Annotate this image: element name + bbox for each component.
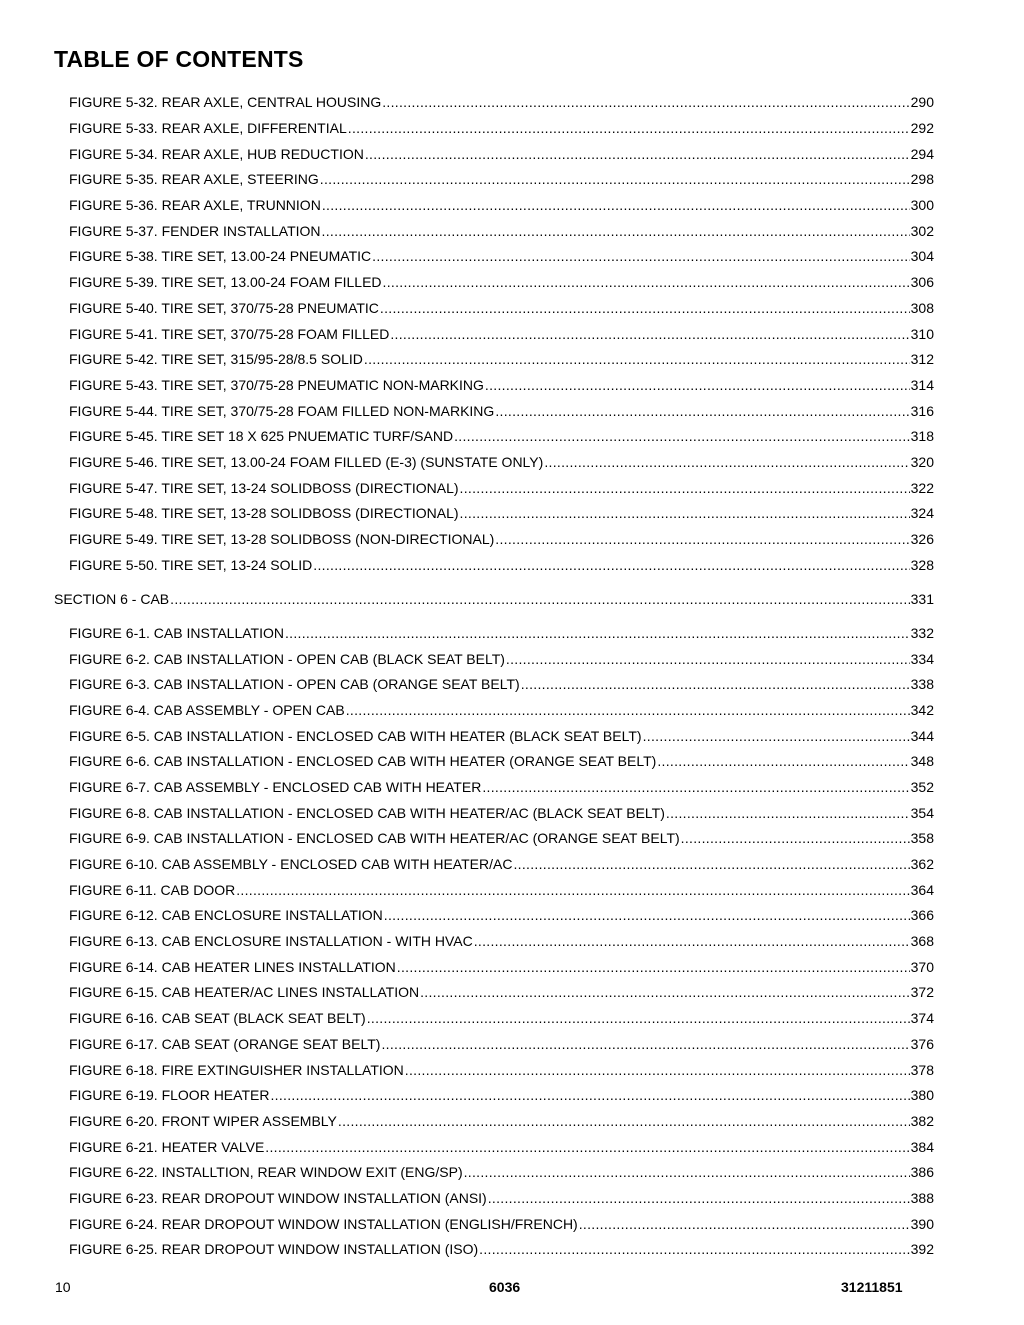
toc-entry-page: 332 [910,625,934,641]
toc-entry[interactable] [69,801,934,821]
dot-leader [405,1062,910,1078]
dot-leader [236,882,909,898]
toc-entry-label: FIGURE 6-8. CAB INSTALLATION - ENCLOSED CAB WITH HEATER/AC (BLACK SEAT BELT) [69,805,665,821]
toc-entry[interactable] [69,955,934,975]
footer-model: 6036 [489,1279,521,1295]
toc-entry-label: FIGURE 5-37. FENDER INSTALLATION [69,223,321,239]
toc-entry-label: FIGURE 6-19. FLOOR HEATER [69,1087,270,1103]
toc-entry-page: 348 [910,753,934,769]
dot-leader [460,505,910,521]
dot-leader [485,377,910,393]
dot-leader [482,779,909,795]
dot-leader [364,351,910,367]
toc-entry-label: FIGURE 6-21. HEATER VALVE [69,1139,265,1155]
toc-entry[interactable] [69,373,934,393]
toc-entry-label: FIGURE 5-47. TIRE SET, 13-24 SOLIDBOSS (DIRECTIONAL) [69,480,459,496]
toc-entry-page: 354 [910,805,934,821]
toc-entry-page: 316 [910,403,934,419]
dot-leader [285,625,910,641]
dot-leader [666,805,910,821]
toc-entry-page: 320 [910,454,934,470]
toc-entry-page: 322 [910,480,934,496]
toc-entry-page: 390 [910,1216,934,1232]
toc-entry-page: 382 [910,1113,934,1129]
toc-entry[interactable] [69,270,934,290]
toc-entry-page: 358 [910,830,934,846]
toc-entry[interactable] [69,903,934,923]
toc-entry[interactable] [69,296,934,316]
toc-entry-page: 326 [910,531,934,547]
toc-entry[interactable] [69,476,934,496]
toc-entry-label: FIGURE 6-23. REAR DROPOUT WINDOW INSTALLATION (ANSI) [69,1190,487,1206]
toc-entry-page: 384 [910,1139,934,1155]
toc-entry[interactable] [69,193,934,213]
toc-entry-page: 338 [910,676,934,692]
dot-leader [521,676,910,692]
dot-leader [348,120,910,136]
toc-entry-label: FIGURE 5-43. TIRE SET, 370/75-28 PNEUMATIC NON-MARKING [69,377,484,393]
toc-entry-page: 328 [910,557,934,573]
toc-entry[interactable] [69,322,934,342]
toc-entry-label: FIGURE 6-25. REAR DROPOUT WINDOW INSTALLATION (ISO) [69,1241,479,1257]
toc-entry-label: FIGURE 5-46. TIRE SET, 13.00-24 FOAM FILLED (E-3) (SUNSTATE ONLY) [69,454,544,470]
dot-leader [365,146,910,162]
dot-leader [170,591,910,607]
toc-entry[interactable] [69,244,934,264]
toc-entry-label: FIGURE 6-3. CAB INSTALLATION - OPEN CAB (ORANGE SEAT BELT) [69,676,520,692]
dot-leader [454,428,910,444]
dot-leader [506,651,910,667]
toc-entry-page: 352 [910,779,934,795]
dot-leader [397,959,910,975]
dot-leader [313,557,909,573]
toc-entry-label: FIGURE 5-34. REAR AXLE, HUB REDUCTION [69,146,364,162]
dot-leader [474,933,910,949]
toc-entry[interactable] [69,424,934,444]
dot-leader [270,1087,909,1103]
toc-entry-page: 374 [910,1010,934,1026]
toc-entry-page: 344 [910,728,934,744]
dot-leader [390,326,909,342]
toc-entry[interactable] [69,1109,934,1129]
toc-entry-page: 302 [910,223,934,239]
toc-entry[interactable] [69,1212,934,1232]
toc-entry[interactable] [69,1160,934,1180]
toc-entry-label: FIGURE 5-35. REAR AXLE, STEERING [69,171,319,187]
toc-entry[interactable] [69,1237,934,1257]
toc-entry-page: 306 [910,274,934,290]
toc-entry-label: FIGURE 6-13. CAB ENCLOSURE INSTALLATION - WITH HVAC [69,933,473,949]
toc-entry-page: 368 [910,933,934,949]
dot-leader [381,1036,909,1052]
dot-leader [338,1113,910,1129]
toc-entry-page: 362 [910,856,934,872]
toc-entry-page: 312 [910,351,934,367]
toc-entry[interactable] [69,672,934,692]
toc-entry-label: FIGURE 5-41. TIRE SET, 370/75-28 FOAM FILLED [69,326,390,342]
toc-entry-page: 304 [910,248,934,264]
toc-entry-page: 310 [910,326,934,342]
toc-entry[interactable] [69,826,934,846]
toc-entry-page: 392 [910,1241,934,1257]
toc-entry[interactable] [69,775,934,795]
dot-leader [460,480,910,496]
toc-entry-page: 388 [910,1190,934,1206]
toc-entry-label: FIGURE 6-14. CAB HEATER LINES INSTALLATION [69,959,396,975]
footer-page-number: 10 [55,1279,71,1295]
dot-leader [320,171,910,187]
toc-entry-label: FIGURE 5-39. TIRE SET, 13.00-24 FOAM FILLED [69,274,382,290]
toc-entry[interactable] [69,167,934,187]
toc-entry-page: 376 [910,1036,934,1052]
toc-entry-page: 370 [910,959,934,975]
toc-entry-label: FIGURE 6-18. FIRE EXTINGUISHER INSTALLATION [69,1062,404,1078]
toc-entry-label: FIGURE 6-6. CAB INSTALLATION - ENCLOSED CAB WITH HEATER (ORANGE SEAT BELT) [69,753,657,769]
toc-entry-page: 318 [910,428,934,444]
toc-entry-label: FIGURE 6-24. REAR DROPOUT WINDOW INSTALLATION (ENGLISH/FRENCH) [69,1216,578,1232]
dot-leader [322,223,910,239]
footer-part-number: 31211851 [841,1279,903,1295]
toc-entry[interactable] [69,553,934,573]
toc-entry-label: FIGURE 6-11. CAB DOOR [69,882,236,898]
toc-entry-label: FIGURE 5-48. TIRE SET, 13-28 SOLIDBOSS (DIRECTIONAL) [69,505,459,521]
toc-entry-page: 366 [910,907,934,923]
toc-entry-label: FIGURE 6-9. CAB INSTALLATION - ENCLOSED CAB WITH HEATER/AC (ORANGE SEAT BELT) [69,830,680,846]
toc-entry[interactable] [69,1135,934,1155]
dot-leader [488,1190,910,1206]
toc-entry-label: FIGURE 6-2. CAB INSTALLATION - OPEN CAB (BLACK SEAT BELT) [69,651,505,667]
toc-entry-page: 386 [910,1164,934,1180]
toc-entry[interactable] [69,929,934,949]
toc-entry-label: FIGURE 5-45. TIRE SET 18 X 625 PNUEMATIC TURF/SAND [69,428,454,444]
dot-leader [643,728,910,744]
toc-entry-page: 334 [910,651,934,667]
toc-entry-page: 308 [910,300,934,316]
dot-leader [579,1216,910,1232]
dot-leader [479,1241,909,1257]
toc-entry-label: FIGURE 6-20. FRONT WIPER ASSEMBLY [69,1113,337,1129]
toc-entry-page: 378 [910,1062,934,1078]
toc-entry-label: FIGURE 6-15. CAB HEATER/AC LINES INSTALLATION [69,984,420,1000]
toc-entry-label: FIGURE 6-5. CAB INSTALLATION - ENCLOSED CAB WITH HEATER (BLACK SEAT BELT) [69,728,642,744]
toc-entry[interactable] [69,527,934,547]
dot-leader [420,984,910,1000]
toc-entry-page: 364 [910,882,934,898]
toc-entry[interactable] [69,450,934,470]
dot-leader [372,248,910,264]
dot-leader [681,830,910,846]
toc-entry[interactable] [69,724,934,744]
toc-entry[interactable] [69,749,934,769]
toc-entry[interactable] [69,647,934,667]
toc-entry[interactable] [69,399,934,419]
toc-entry-label: FIGURE 6-12. CAB ENCLOSURE INSTALLATION [69,907,383,923]
dot-leader [544,454,909,470]
toc-entry-label: FIGURE 5-33. REAR AXLE, DIFFERENTIAL [69,120,347,136]
dot-leader [367,1010,910,1026]
dot-leader [513,856,909,872]
dot-leader [495,531,909,547]
toc-entry-page: 380 [910,1087,934,1103]
toc-entry-label: FIGURE 6-17. CAB SEAT (ORANGE SEAT BELT) [69,1036,381,1052]
toc-entry-label: FIGURE 6-22. INSTALLTION, REAR WINDOW EXIT (ENG/SP) [69,1164,463,1180]
toc-entry-page: 290 [910,94,934,110]
dot-leader [265,1139,909,1155]
page-title: TABLE OF CONTENTS [54,46,304,72]
toc-entry[interactable] [69,1032,934,1052]
toc-entry[interactable] [69,698,934,718]
toc-entry[interactable] [69,980,934,1000]
toc-entry[interactable] [69,1186,934,1206]
toc-entry-label: FIGURE 5-40. TIRE SET, 370/75-28 PNEUMATIC [69,300,379,316]
dot-leader [380,300,910,316]
toc-entry-label: FIGURE 5-49. TIRE SET, 13-28 SOLIDBOSS (NON-DIRECTIONAL) [69,531,495,547]
toc-entry[interactable] [69,1083,934,1103]
toc-entry[interactable] [69,501,934,521]
toc-entry-page: 372 [910,984,934,1000]
toc-entry[interactable] [69,219,934,239]
toc-entry[interactable] [69,852,934,872]
toc-entry-page: 292 [910,120,934,136]
toc-entry-page: 342 [910,702,934,718]
toc-entry-label: FIGURE 5-38. TIRE SET, 13.00-24 PNEUMATIC [69,248,372,264]
toc-entry[interactable] [69,878,934,898]
toc-entry-label: FIGURE 6-16. CAB SEAT (BLACK SEAT BELT) [69,1010,366,1026]
toc-entry-label: FIGURE 6-1. CAB INSTALLATION [69,625,284,641]
toc-entry[interactable] [69,90,934,110]
toc-entry-page: 294 [910,146,934,162]
dot-leader [464,1164,910,1180]
toc-entry[interactable] [69,116,934,136]
toc-entry[interactable] [69,1006,934,1026]
toc-section-heading[interactable] [54,587,934,607]
toc-entry-label: FIGURE 6-7. CAB ASSEMBLY - ENCLOSED CAB WITH HEATER [69,779,482,795]
dot-leader [346,702,910,718]
dot-leader [322,197,910,213]
toc-entry[interactable] [69,347,934,367]
toc-entry-label: FIGURE 6-10. CAB ASSEMBLY - ENCLOSED CAB WITH HEATER/AC [69,856,513,872]
toc-entry-label: FIGURE 5-44. TIRE SET, 370/75-28 FOAM FILLED NON-MARKING [69,403,495,419]
toc-entry[interactable] [69,621,934,641]
toc-entry-page: 298 [910,171,934,187]
toc-entry-label: FIGURE 5-32. REAR AXLE, CENTRAL HOUSING [69,94,382,110]
dot-leader [657,753,909,769]
toc-entry-label: FIGURE 5-50. TIRE SET, 13-24 SOLID [69,557,313,573]
toc-section-page: 331 [910,591,934,607]
toc-entry-page: 314 [910,377,934,393]
toc-entry-page: 324 [910,505,934,521]
dot-leader [495,403,909,419]
dot-leader [383,274,910,290]
toc-section-label: SECTION 6 - CAB [54,591,170,607]
toc-entry[interactable] [69,1058,934,1078]
toc-entry-label: FIGURE 5-42. TIRE SET, 315/95-28/8.5 SOLID [69,351,363,367]
toc-entry[interactable] [69,142,934,162]
toc-entry-page: 300 [910,197,934,213]
dot-leader [382,94,909,110]
dot-leader [384,907,910,923]
toc-entry-label: FIGURE 6-4. CAB ASSEMBLY - OPEN CAB [69,702,345,718]
toc-entry-label: FIGURE 5-36. REAR AXLE, TRUNNION [69,197,321,213]
